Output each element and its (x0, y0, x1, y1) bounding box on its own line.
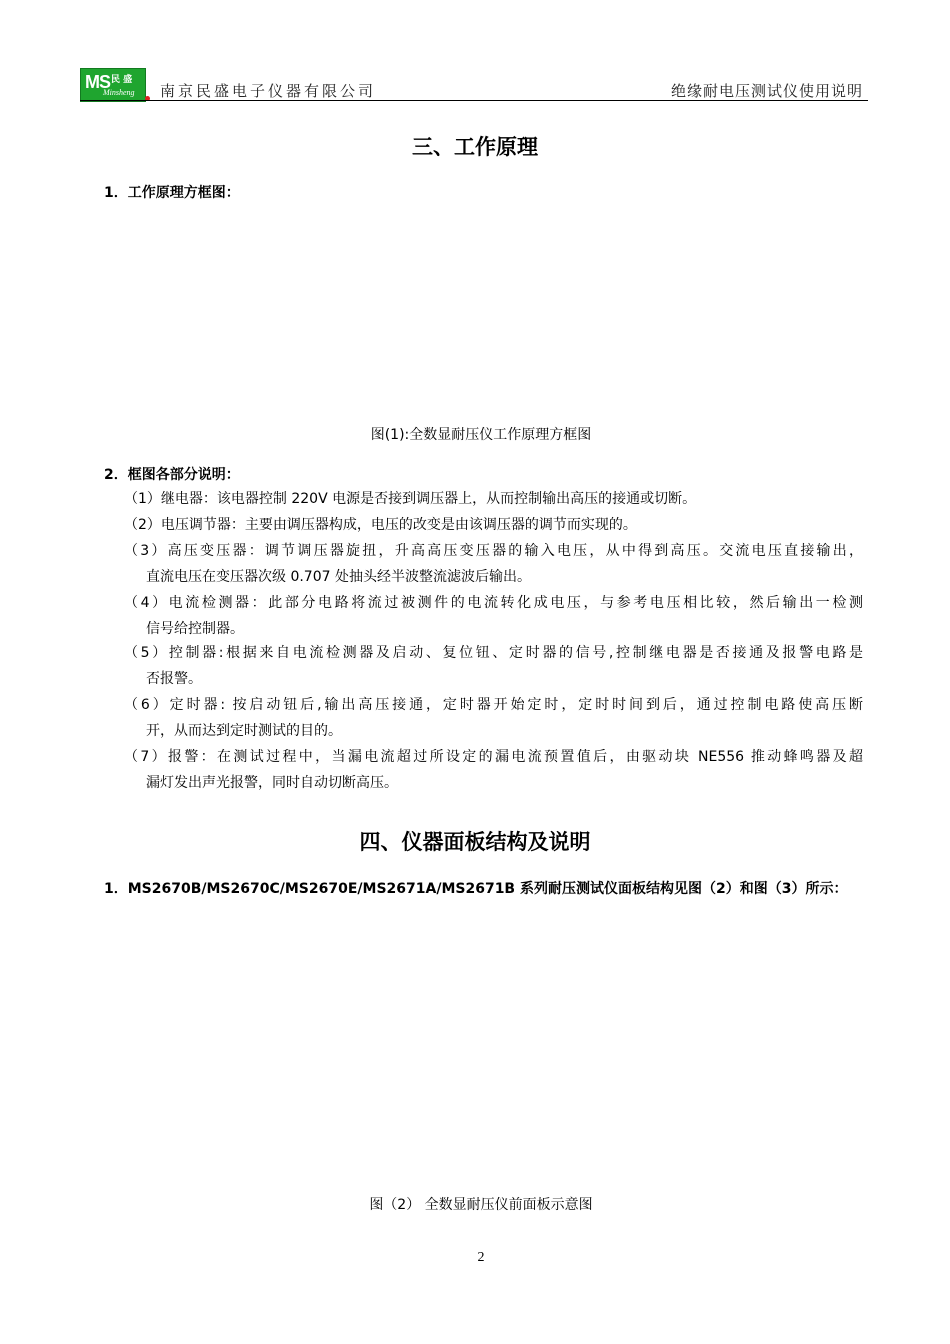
company-logo (80, 68, 146, 102)
list-item-text: （5）控制器:根据来自电流检测器及启动、复位钮、定时器的信号,控制继电器是否接通及报警电路是 (124, 645, 863, 661)
list-item-text: （6）定时器: 按启动钮后,输出高压接通，定时器开始定时，定时时间到后，通过控制电路使高压断 (124, 697, 863, 713)
list-item-continuation: 漏灯发出声光报警，同时自动切断高压。 (146, 775, 398, 791)
section4-subheading-1: 1．MS2670B/MS2670C/MS2670E/MS2671A/MS2671B 系列耐压测试仪面板结构见图（2）和图（3）所示： (104, 881, 848, 897)
list-item-text: （1）继电器：该电器控制 220V 电源是否接到调压器上，从而控制输出高压的接通或切断。 (124, 491, 697, 507)
figure1-caption: 图(1):全数显耐压仪工作原理方框图 (370, 427, 592, 443)
list-item-continuation: 直流电压在变压器次级 0.707 处抽头经半波整流滤波后输出。 (146, 569, 531, 585)
figure2-caption: 图（2） 全数显耐压仪前面板示意图 (369, 1197, 593, 1213)
list-item-text: （3）高压变压器：调节调压器旋扭，升高高压变压器的输入电压，从中得到高压。交流电压直接输出， (124, 543, 863, 559)
list-item (124, 640, 863, 692)
list-item (124, 538, 863, 590)
figure2-area (120, 905, 860, 1185)
section3-subheading-1: 1．工作原理方框图： (104, 185, 240, 201)
list-item (124, 486, 863, 512)
list-item (124, 590, 863, 642)
list-item-continuation: 开，从而达到定时测试的目的。 (146, 723, 342, 739)
logo-cn-text: 民 盛 (111, 75, 133, 85)
company-name: 南京民盛电子仪器有限公司 (160, 82, 377, 100)
list-item-continuation: 否报警。 (146, 671, 202, 687)
logo-ms-text: MS (85, 72, 110, 92)
header-divider (80, 100, 868, 101)
list-item (124, 692, 863, 744)
list-item-text: （7）报警：在测试过程中，当漏电流超过所设定的漏电流预置值后，由驱动块 NE556 推动蜂鸣器及超 (124, 749, 863, 765)
document-title: 绝缘耐电压测试仪使用说明 (670, 82, 863, 100)
list-item-text: （4）电流检测器：此部分电路将流过被测件的电流转化成电压，与参考电压相比较，然后输出一检测 (124, 595, 863, 611)
list-item (124, 512, 863, 538)
list-item-continuation: 信号给控制器。 (146, 621, 244, 637)
list-item (124, 744, 863, 796)
figure1-area (120, 205, 860, 415)
section3-heading: 三、工作原理 (412, 135, 538, 159)
section3-subheading-2: 2．框图各部分说明： (104, 467, 240, 483)
page-number: 2 (477, 1250, 485, 1265)
section4-heading: 四、仪器面板结构及说明 (359, 830, 591, 854)
list-item-text: （2）电压调节器：主要由调压器构成，电压的改变是由该调压器的调节而实现的。 (124, 517, 637, 533)
logo-en-text: Minsheng (103, 88, 135, 97)
